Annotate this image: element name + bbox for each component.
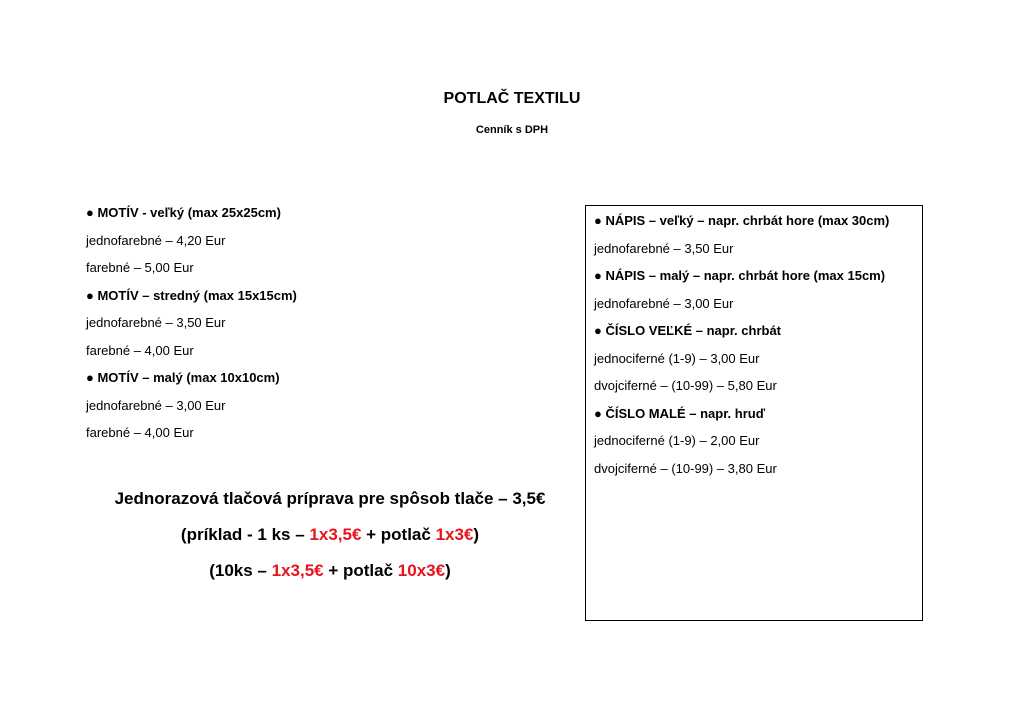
price-item: jednofarebné – 3,00 Eur [86,397,226,413]
left-price-list [86,204,546,452]
example-text: ) [473,525,480,544]
highlighted-amount: 1x3,5€ [271,561,324,580]
example-text: + potlač [323,561,398,580]
page-subtitle: Cenník s DPH [475,124,549,136]
price-item: farebné – 5,00 Eur [86,260,194,275]
section-heading: ● NÁPIS – malý – napr. chrbát hore (max 15cm) [594,268,886,283]
setup-fee-note [0,488,660,596]
section-heading: ● MOTÍV – stredný (max 15x15cm) [86,287,297,303]
section-heading: ● ČÍSLO VEĽKÉ – napr. chrbát [594,323,782,338]
price-item: dvojciferné – (10-99) – 3,80 Eur [594,460,777,476]
price-item: jednofarebné – 3,50 Eur [594,240,734,256]
example-text: (10ks – [209,561,272,580]
section-heading: ● MOTÍV – malý (max 10x10cm) [86,370,280,385]
price-item: jednofarebné – 3,50 Eur [86,315,226,330]
highlighted-amount: 10x3€ [397,561,446,580]
example-text: (príklad - 1 ks – [180,525,310,544]
section-heading: ● NÁPIS – veľký – napr. chrbát hore (max 30cm) [594,213,890,228]
example-line-1 [0,524,660,560]
section-heading: ● MOTÍV - veľký (max 25x25cm) [86,205,281,220]
setup-fee-line: Jednorazová tlačová príprava pre spôsob tlače – 3,5€ [114,489,546,508]
price-item: dvojciferné – (10-99) – 5,80 Eur [594,378,777,393]
section-heading: ● ČÍSLO MALÉ – napr. hruď [594,405,766,421]
example-text: ) [445,561,451,580]
page-title: POTLAČ TEXTILU [443,90,581,107]
price-item: jednofarebné – 4,20 Eur [86,232,226,248]
example-text: + potlač [361,525,436,544]
price-item: jednociferné (1-9) – 2,00 Eur [594,433,760,448]
price-item: jednofarebné – 3,00 Eur [594,295,734,311]
price-item: jednociferné (1-9) – 3,00 Eur [594,350,760,366]
highlighted-amount: 1x3€ [435,525,474,544]
price-item: farebné – 4,00 Eur [86,425,194,440]
example-line-2 [0,560,660,596]
highlighted-amount: 1x3,5€ [309,525,362,544]
price-item: farebné – 4,00 Eur [86,342,194,358]
